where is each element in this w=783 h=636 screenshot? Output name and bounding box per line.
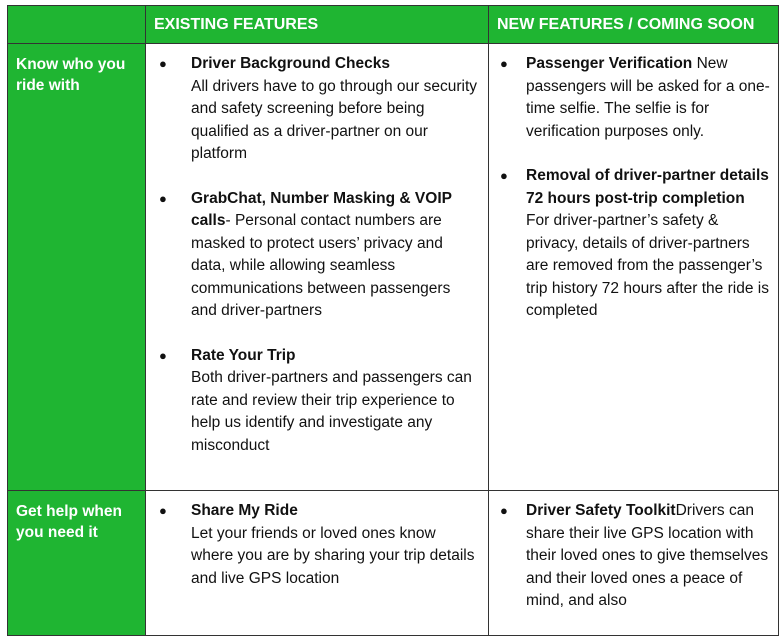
table-row [8,44,779,491]
feature-title: Driver Safety Toolkit [526,502,676,519]
new-features-cell [489,491,779,636]
header-new-features: NEW FEATURES / COMING SOON [489,6,779,44]
feature-description: Drivers can share their live GPS location with their loved ones to give themselves and their loved ones a peace of mind, and also [526,502,769,609]
list-item: ● GrabChat, Number Masking & VOIP calls- Personal contact numbers are masked to protect users’ privacy and data, while allowing seamless communications between passengers and driver-partners [159,189,452,319]
bullet-icon: ● [159,347,167,363]
feature-title: Driver Background Checks [191,55,390,72]
list-item [146,500,480,590]
list-item [146,53,480,166]
header-blank-cell [8,6,146,44]
feature-title: Passenger Verification [526,55,693,72]
feature-description: All drivers have to go through our security and safety screening before being qualified as a driver-partner on our platform [191,77,478,162]
feature-description: Both driver-partners and passengers can rate and review their trip experience to help us identify and investigate any misconduct [191,369,472,454]
bullet-icon: ● [500,56,508,71]
feature-title: Share My Ride [191,502,298,519]
new-features-cell [489,44,779,491]
feature-title: GrabChat, Number Masking & VOIP calls [191,189,452,229]
feature-title: Rate Your Trip [191,346,296,364]
header-existing-features: EXISTING FEATURES [146,6,489,44]
row-label-get-help: Get help when you need it [8,491,146,636]
bullet-icon: ● [159,190,167,206]
features-table [7,5,779,636]
feature-description: Personal contact numbers are masked to protect users’ privacy and data, while allowing seamless communications between passengers and driver-partners [191,212,451,319]
header-row [8,6,779,44]
existing-features-cell [146,491,489,636]
table-row [8,491,779,636]
bullet-icon: ● [500,503,508,518]
list-item [489,53,770,143]
list-item [146,345,480,458]
bullet-icon: ● [159,56,167,71]
bullet-icon: ● [159,503,167,518]
feature-description: For driver-partner’s safety & privacy, details of driver-partners are removed from the passenger’s trip history 72 hours after the ride is completed [526,212,769,319]
feature-description: New passengers will be asked for a one-time selfie. The selfie is for verification purposes only. [526,55,770,140]
feature-title: Removal of driver-partner details 72 hours post-trip completion [526,167,769,207]
feature-description: Let your friends or loved ones know where you are by sharing your trip details and live GPS location [191,524,475,587]
bullet-icon: ● [500,168,508,183]
row-label-know-who: Know who you ride with [8,44,146,491]
list-item [489,165,770,323]
existing-features-cell [146,44,489,491]
list-item [489,500,770,613]
